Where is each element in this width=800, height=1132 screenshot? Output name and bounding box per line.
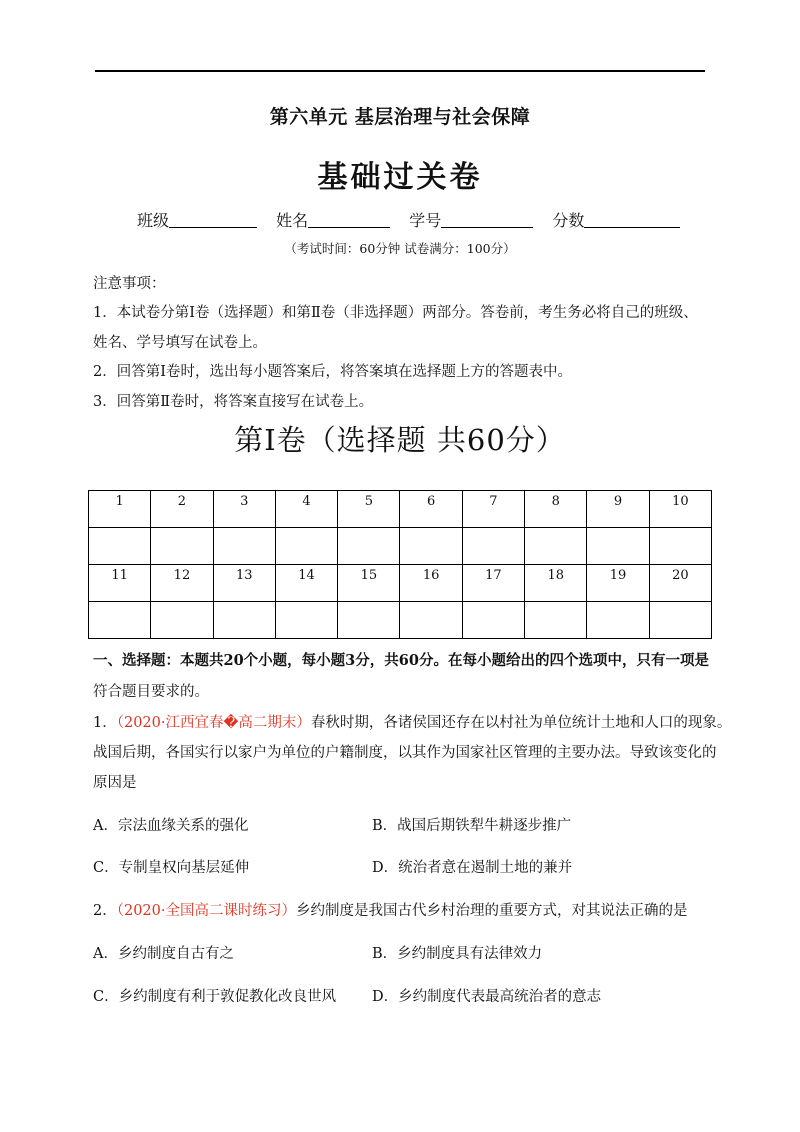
grid-number: 16 [400,565,462,602]
answer-cell[interactable] [89,528,151,565]
answer-cell[interactable] [151,528,213,565]
question-1-option-b[interactable]: B．战国后期铁犁牛耕逐步推广 [372,818,572,834]
id-label: 学号 [409,211,442,230]
answer-cell[interactable] [525,602,587,639]
answer-cell[interactable] [400,528,462,565]
name-blank[interactable] [308,211,390,228]
grid-number: 7 [462,491,524,528]
grid-number: 17 [462,565,524,602]
answer-cell[interactable] [525,528,587,565]
question-1-number: 1． [93,715,117,731]
question-2-option-a[interactable]: A．乡约制度自古有之 [93,946,234,962]
grid-number: 11 [89,565,151,602]
answer-cell[interactable] [587,528,649,565]
note-item-3: 3．回答第Ⅱ卷时，将答案直接写在试卷上。 [93,394,374,410]
grid-number: 12 [151,565,213,602]
note-item-1-line-1: 1．本试卷分第Ⅰ卷（选择题）和第Ⅱ卷（非选择题）两部分。答卷前，考生务必将自己的班级、 [93,305,698,321]
id-blank[interactable] [441,211,533,228]
answer-grid-answer-row [89,602,712,639]
answer-grid-number-row [89,565,712,602]
question-1-option-c[interactable]: C．专制皇权向基层延伸 [93,860,250,876]
unit-title: 第六单元 基层治理与社会保障 [269,106,531,128]
name-label: 姓名 [276,211,309,230]
answer-cell[interactable] [338,528,400,565]
grid-number: 8 [525,491,587,528]
student-info-row [137,208,694,231]
score-label: 分数 [552,211,585,230]
part1-instructions-line-1: 一、选择题：本题共20个小题，每小题3分，共60分。在每小题给出的四个选项中，只有一项是 [93,652,709,669]
answer-cell[interactable] [275,528,337,565]
main-title: 基础过关卷 [317,160,483,195]
answer-cell[interactable] [462,602,524,639]
question-2-text: 乡约制度是我国古代乡村治理的重要方式，对其说法正确的是 [296,903,688,919]
question-2-line-1 [93,899,688,920]
question-1-option-a[interactable]: A．宗法血缘关系的强化 [93,818,249,834]
answer-cell[interactable] [462,528,524,565]
grid-number: 13 [213,565,275,602]
question-2-number: 2． [93,903,117,919]
answer-cell[interactable] [213,602,275,639]
grid-number: 20 [649,565,711,602]
grid-number: 19 [587,565,649,602]
question-2-source: （2020·全国高二课时练习） [116,903,296,919]
grid-number: 4 [275,491,337,528]
grid-number: 15 [338,565,400,602]
exam-info: （考试时间：60分钟 试卷满分：100分） [284,241,516,256]
grid-number: 3 [213,491,275,528]
notes-heading: 注意事项： [93,276,166,292]
answer-grid [88,490,712,639]
answer-grid-answer-row [89,528,712,565]
class-label: 班级 [137,211,170,230]
answer-grid-number-row [89,491,712,528]
question-2-option-d[interactable]: D．乡约制度代表最高统治者的意志 [372,989,602,1005]
grid-number: 14 [275,565,337,602]
grid-number: 10 [649,491,711,528]
grid-number: 6 [400,491,462,528]
top-rule [95,70,705,72]
grid-number: 5 [338,491,400,528]
answer-cell[interactable] [151,602,213,639]
answer-cell[interactable] [400,602,462,639]
answer-cell[interactable] [649,602,711,639]
answer-cell[interactable] [213,528,275,565]
section-title: 第Ⅰ卷（选择题 共60分） [234,423,566,457]
answer-cell[interactable] [649,528,711,565]
question-2-option-c[interactable]: C．乡约制度有利于敦促教化改良世风 [93,989,337,1005]
question-1-line-2: 战国后期，各国实行以家户为单位的户籍制度，以其作为国家社区管理的主要办法。导致该变化的 [93,745,717,761]
answer-cell[interactable] [275,602,337,639]
note-item-1-line-2: 姓名、学号填写在试卷上。 [93,335,267,351]
grid-number: 9 [587,491,649,528]
grid-number: 2 [151,491,213,528]
question-1-line-1 [93,711,731,732]
question-2-option-b[interactable]: B．乡约制度具有法律效力 [372,946,543,962]
class-blank[interactable] [169,211,257,228]
question-1-line-3: 原因是 [93,775,137,791]
question-1-source: （2020·江西宜春�高二期末） [116,715,311,731]
grid-number: 1 [89,491,151,528]
part1-instructions-line-2: 符合题目要求的。 [93,684,209,700]
note-item-2: 2．回答第Ⅰ卷时，选出每小题答案后，将答案填在选择题上方的答题表中。 [93,364,572,380]
question-1-option-d[interactable]: D．统治者意在遏制土地的兼并 [372,860,573,876]
score-blank[interactable] [584,211,680,228]
question-1-text: 春秋时期，各诸侯国还存在以村社为单位统计土地和人口的现象。 [310,715,732,731]
answer-cell[interactable] [338,602,400,639]
grid-number: 18 [525,565,587,602]
answer-cell[interactable] [587,602,649,639]
answer-cell[interactable] [89,602,151,639]
